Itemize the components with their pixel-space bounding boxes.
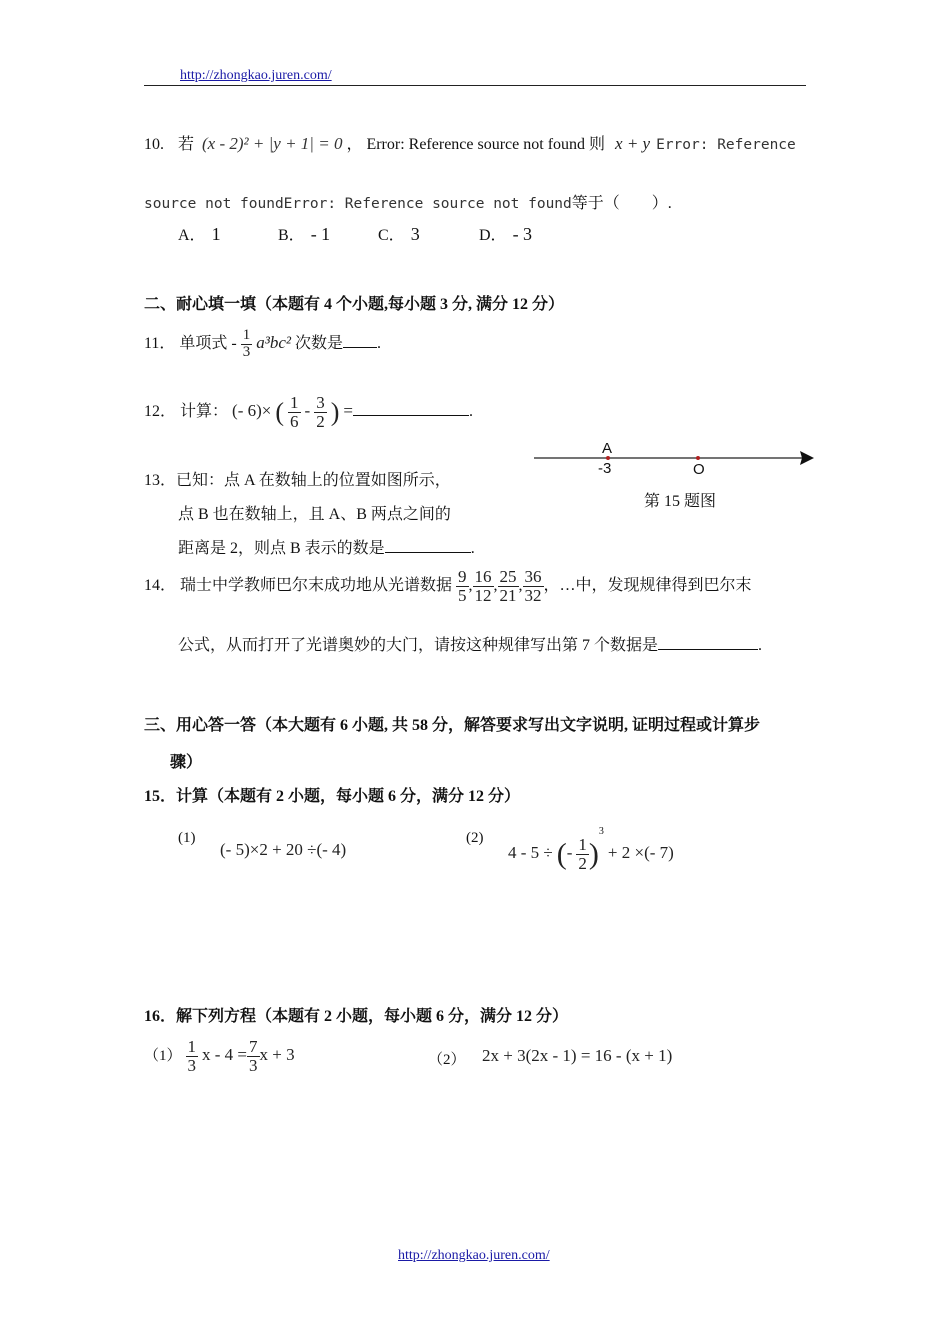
q12-end: . [468,403,473,421]
q11-answer-blank[interactable] [343,347,377,348]
q10-number: 10. [144,136,164,153]
fraction-numerator: 1 [242,327,251,343]
point-a-label: A [602,440,613,457]
q10-line2 [144,190,672,213]
q12-fraction-1 [288,394,301,431]
paren-left: ( [556,837,567,871]
minus-sign: - [566,843,573,862]
option-label: B． [278,227,305,244]
option-label: C． [378,227,405,244]
q12-answer-blank[interactable] [353,415,469,416]
q10-option-c [378,222,420,245]
q11-prefix: 单项式 - [179,334,237,352]
fraction-denominator: 2 [316,411,325,431]
q10-xy: x + y [615,134,651,153]
q14-text-2: 公式，从而打开了光谱奥妙的大门，请按这种规律写出第 7 个数据是 [178,637,659,654]
q16-part1-end: x + 3 [259,1045,295,1065]
q12-paren-left: ( [275,397,285,427]
fraction-numerator: 36 [524,567,542,586]
q12-equals: = [343,401,353,421]
fraction-numerator: 9 [458,567,467,586]
q14-fraction [523,568,544,605]
q16-part1-mid: x - 4 = [202,1045,248,1065]
q15-part1-label: (1) [178,830,196,846]
q15-part2-a: 4 - 5 ÷ [508,843,553,862]
q12-expr-a: (- 6)× [232,401,272,421]
q11-line [144,328,381,361]
q16-title: 16．解下列方程（本题有 2 小题，每小题 6 分，满分 12 分） [144,1008,569,1025]
q13-line3 [178,535,475,558]
q10-ruo: 若 [178,136,195,153]
fraction-numerator: 1 [290,393,299,412]
fraction-denominator: 3 [242,343,251,360]
q14-line2 [178,632,762,655]
number-line-figure [530,436,820,482]
fraction-numerator: 25 [499,567,517,586]
q14-number: 14． [144,577,177,595]
fraction-denominator: 32 [524,585,542,605]
q12-line [144,394,473,431]
point-a-value: -3 [598,460,612,477]
option-label: A． [178,227,206,244]
section3-title-line2: 骤） [170,754,203,771]
q12-minus: - [304,401,311,421]
q14-fraction [456,568,469,605]
q15-part2-expression [508,826,674,873]
paren-right: ) [588,837,599,871]
q15-part1-expression: (- 5)×2 + 20 ÷(- 4) [220,840,347,859]
number-line-arrow-icon [800,451,814,465]
q10-line1 [144,131,796,154]
fraction-numerator: 7 [249,1037,258,1056]
section2-title: 二、耐心填一填（本题有 4 个小题,每小题 3 分, 满分 12 分） [144,296,565,313]
q14-suffix: ，…中，发现规律得到巴尔末 [543,577,752,595]
q10-option-a [178,222,221,245]
section3-title-line1: 三、用心答一答（本大题有 6 小题, 共 58 分，解答要求写出文字说明, 证明过程或计算步 [144,717,761,734]
q12-number: 12． [144,403,177,421]
q10-error-text-2: Error: Reference [656,137,796,153]
q13-text-1: 已知：点 A 在数轴上的位置如图所示， [176,472,451,489]
fraction-numerator: 1 [187,1037,197,1056]
q16-part2-label: （2） [428,1052,466,1068]
q13-number: 13． [144,472,177,489]
origin-dot [696,456,700,460]
q10-option-d [479,222,532,245]
q14-fraction [498,568,519,605]
q13-end: . [470,540,475,557]
q11-end: . [377,334,382,352]
header-url-link[interactable]: http://zhongkao.juren.com/ [180,68,332,83]
q14-fraction [473,568,494,605]
fraction-denominator: 3 [249,1055,258,1075]
q10-error-text: ， Error: Reference source not found 则 [346,136,606,153]
exponent: 3 [598,826,604,837]
fraction-denominator: 2 [578,853,587,873]
q11-fraction [241,328,253,361]
q16-part1-label: （1） [144,1048,182,1065]
q11-number: 11． [144,334,176,352]
q12-paren-right: ) [330,397,340,427]
q12-prefix: 计算： [180,403,229,421]
fraction-denominator: 3 [187,1055,197,1075]
q10-option-b [278,222,330,245]
q14-line1: 14． 瑞士中学教师巴尔末成功地从光谱数据 $\frac{9}{5}$ , $\frac{16}{12}$ , $\frac{25}{21}$ , $\frac{36}{32}$ ，…中，发现规律得到巴尔末 [144,567,752,605]
q12-fraction-2 [314,394,327,431]
fraction-denominator: 21 [499,585,517,605]
origin-label: O [693,461,705,478]
option-value: 3 [410,224,420,244]
q15-part2-fraction [576,836,589,873]
fraction-denominator: 12 [474,585,492,605]
q10-dengyu: 等于（ ）. [571,195,672,212]
q13-line1 [144,467,451,490]
q15-part2-label: (2) [466,830,484,846]
q13-line2: 点 B 也在数轴上，且 A、B 两点之间的 [178,506,451,523]
q10-error-line: source not foundError: Reference source not found [144,196,572,212]
q13-answer-blank[interactable] [385,552,471,553]
q10-expression: (x - 2)² + |y + 1| = 0 [202,134,343,153]
fraction-denominator: 6 [290,411,299,431]
option-value: 1 [211,224,221,244]
q15-part2-b: + 2 ×(- 7) [607,843,674,862]
option-value: - 3 [512,224,533,244]
q16-fraction-2 [247,1038,260,1075]
q14-prefix: 瑞士中学教师巴尔末成功地从光谱数据 [180,577,453,595]
fraction-numerator: 3 [316,393,325,412]
header-divider [144,85,806,86]
q13-text-3: 距离是 2，则点 B 表示的数是 [178,540,385,557]
q11-term: a³bc² [256,332,292,352]
fraction-numerator: 1 [578,834,587,854]
q15-title: 15．计算（本题有 2 小题，每小题 6 分，满分 12 分） [144,788,521,805]
q16-fraction-1 [186,1038,199,1075]
q14-answer-blank[interactable] [658,649,758,650]
option-value: - 1 [310,224,331,244]
q14-end: . [758,637,763,654]
option-label: D． [479,227,507,244]
fraction-denominator: 5 [458,585,467,605]
fraction-numerator: 16 [474,567,492,586]
q16-part1 [144,1038,295,1075]
figure-caption: 第 15 题图 [644,493,717,510]
q16-part2-expression: 2x + 3(2x - 1) = 16 - (x + 1) [482,1046,673,1065]
footer-url-link[interactable]: http://zhongkao.juren.com/ [398,1248,550,1263]
q11-suffix: 次数是 [295,334,344,352]
